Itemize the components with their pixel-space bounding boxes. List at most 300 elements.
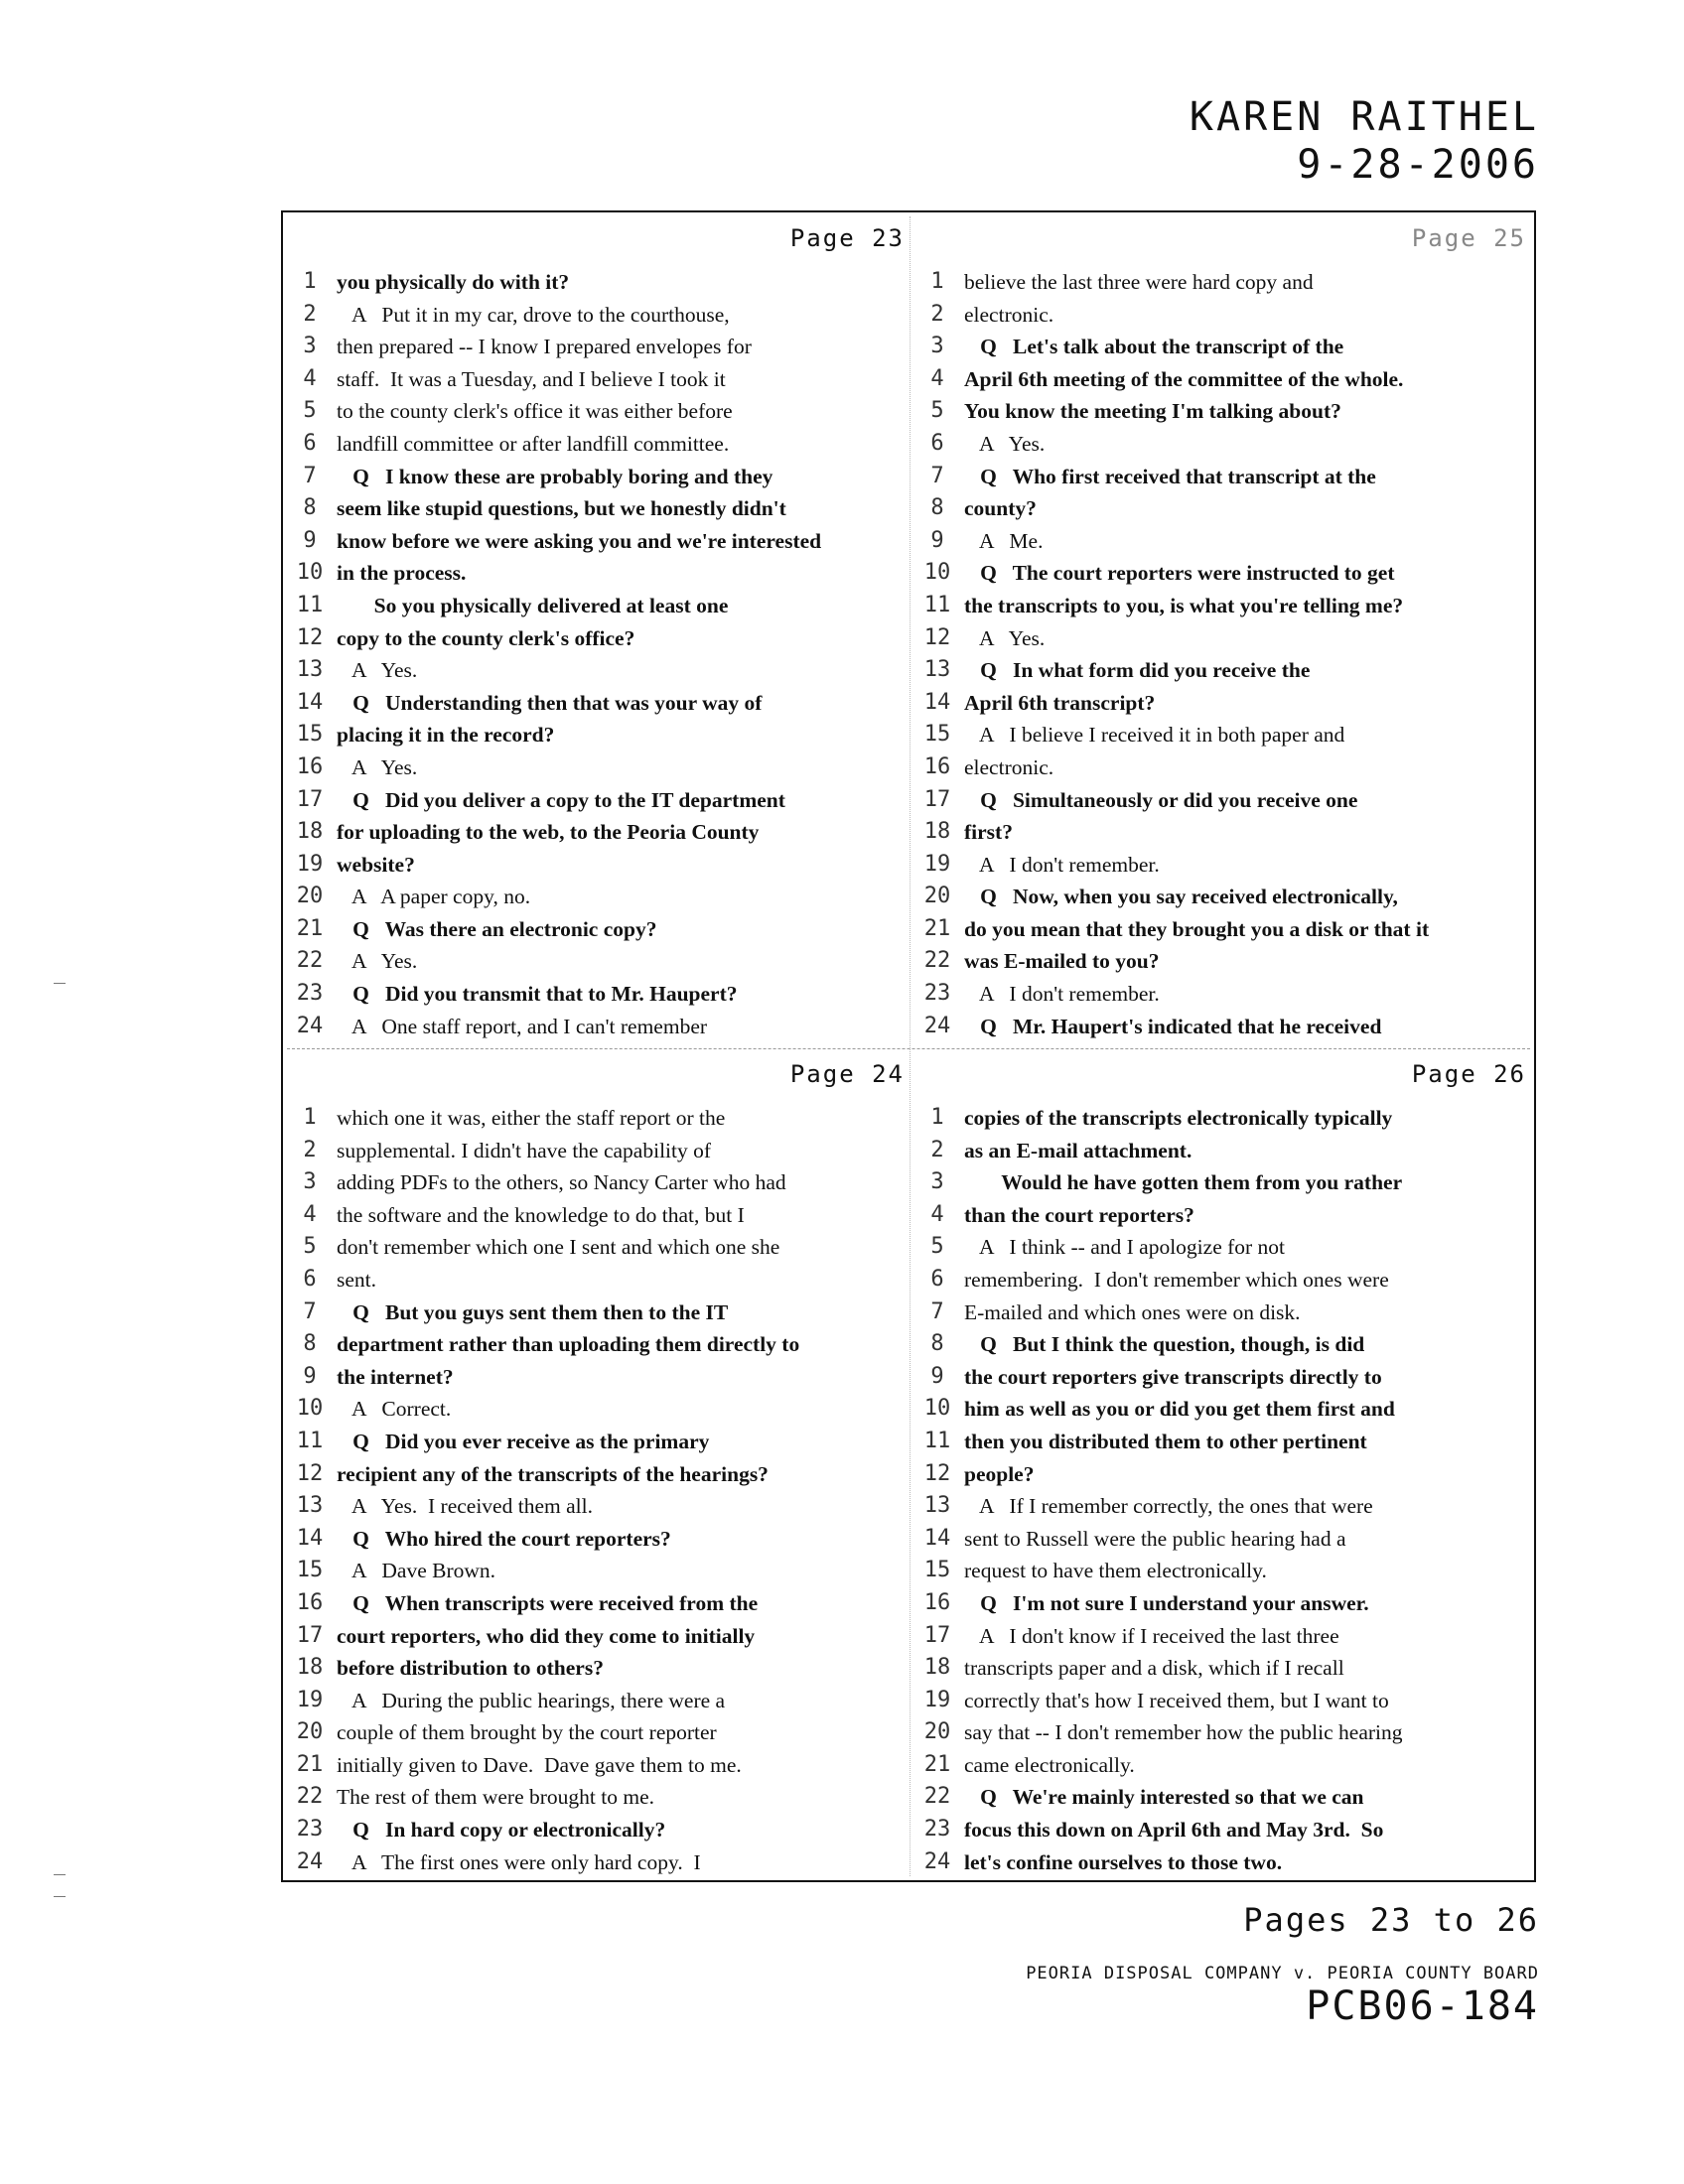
transcript-line [283, 751, 911, 784]
line-text: electronic. [964, 754, 1054, 779]
line-text: correctly that's how I received them, but I want to [964, 1688, 1389, 1712]
transcript-line [283, 1011, 911, 1043]
line-text: focus this down on April 6th and May 3rd. So [964, 1818, 1384, 1843]
page-lines [911, 1102, 1538, 1878]
margin-tick-mark [54, 983, 66, 984]
line-number: 22 [296, 948, 324, 974]
transcript-line [911, 1361, 1538, 1394]
line-number: 6 [303, 430, 317, 456]
line-text: April 6th meeting of the committee of the whole. [964, 366, 1404, 391]
line-text: website? [337, 852, 415, 877]
line-number: 24 [296, 1013, 324, 1038]
transcript-line [911, 1523, 1538, 1556]
transcript-line [911, 1652, 1538, 1685]
transcript-line [911, 461, 1538, 493]
line-number: 2 [930, 1137, 944, 1162]
line-number: 3 [303, 334, 317, 359]
line-text: staff. It was a Tuesday, and I believe I took it [337, 366, 726, 391]
page-title: Page 24 [789, 1060, 905, 1088]
transcript-line [283, 1166, 911, 1199]
case-name: PEORIA DISPOSAL COMPANY v. PEORIA COUNTY BOARD [1026, 1964, 1539, 1983]
page-lines [283, 1102, 911, 1878]
line-text: Q We're mainly interested so that we can [964, 1785, 1364, 1810]
line-number: 21 [923, 915, 951, 941]
transcript-line [911, 557, 1538, 590]
transcript-line [911, 1458, 1538, 1491]
transcript-line [911, 331, 1538, 363]
line-text: Q Did you transmit that to Mr. Haupert? [337, 982, 738, 1007]
line-number: 14 [296, 1525, 324, 1551]
line-number: 19 [296, 1687, 324, 1712]
transcript-line [911, 1555, 1538, 1587]
line-number: 9 [303, 527, 317, 553]
witness-name: KAREN RAITHEL [1189, 94, 1539, 140]
transcript-line [283, 784, 911, 817]
line-text: him as well as you or did you get them first and [964, 1397, 1395, 1422]
line-number: 11 [296, 1428, 324, 1453]
page-title: Page 25 [1411, 224, 1526, 252]
line-text: April 6th transcript? [964, 690, 1156, 715]
transcript-line [283, 1490, 911, 1523]
line-number: 3 [303, 1169, 317, 1195]
line-number: 5 [930, 398, 944, 424]
line-number: 16 [923, 753, 951, 779]
line-text: copy to the county clerk's office? [337, 625, 635, 650]
line-text: don't remember which one I sent and which one she [337, 1235, 780, 1260]
line-text: Q The court reporters were instructed to get [964, 561, 1395, 586]
transcript-line [283, 428, 911, 461]
line-text: Q Who first received that transcript at the [964, 464, 1376, 488]
line-text: transcripts paper and a disk, which if I recall [964, 1656, 1344, 1681]
line-text: first? [964, 820, 1013, 845]
line-number: 23 [296, 981, 324, 1007]
line-text: electronic. [964, 302, 1054, 327]
line-number: 3 [930, 1169, 944, 1195]
transcript-line [283, 622, 911, 655]
line-text: adding PDFs to the others, so Nancy Carter who had [337, 1170, 786, 1195]
line-text: which one it was, either the staff report or the [337, 1106, 726, 1130]
line-text: Q Let's talk about the transcript of the [964, 335, 1344, 359]
line-number: 10 [923, 1396, 951, 1422]
line-text: Q In what form did you receive the [964, 658, 1311, 683]
line-text: than the court reporters? [964, 1202, 1194, 1227]
line-text: Q Understanding then that was your way of [337, 690, 763, 715]
line-text: A Yes. I received them all. [337, 1494, 593, 1519]
line-number: 20 [923, 1719, 951, 1745]
line-text: Q I'm not sure I understand your answer. [964, 1590, 1369, 1615]
transcript-line [911, 978, 1538, 1011]
line-text: sent. [337, 1267, 377, 1292]
line-number: 8 [303, 495, 317, 521]
transcript-line [283, 1781, 911, 1814]
line-text: Q Mr. Haupert's indicated that he received [964, 1014, 1382, 1038]
transcript-line [911, 428, 1538, 461]
transcript-line [911, 1426, 1538, 1458]
line-number: 23 [296, 1817, 324, 1843]
line-text: copies of the transcripts electronically typically [964, 1106, 1393, 1130]
line-number: 4 [303, 1201, 317, 1227]
line-text: You know the meeting I'm talking about? [964, 399, 1341, 424]
line-text: A A paper copy, no. [337, 885, 531, 909]
line-number: 3 [930, 334, 944, 359]
line-number: 21 [296, 915, 324, 941]
line-text: do you mean that they brought you a disk or that it [964, 916, 1430, 941]
transcript-line [283, 1102, 911, 1135]
line-number: 13 [923, 657, 951, 683]
document-footer [1026, 1898, 1539, 2029]
line-text: was E-mailed to you? [964, 949, 1160, 974]
page-title: Page 23 [789, 224, 905, 252]
line-number: 8 [930, 495, 944, 521]
transcript-line [911, 1716, 1538, 1749]
line-text: for uploading to the web, to the Peoria County [337, 820, 760, 845]
line-text: Q In hard copy or electronically? [337, 1818, 666, 1843]
transcript-line [911, 1231, 1538, 1264]
transcript-line [911, 1749, 1538, 1782]
line-number: 1 [930, 1105, 944, 1130]
line-text: A One staff report, and I can't remember [337, 1014, 708, 1038]
line-text: Q Simultaneously or did you receive one [964, 787, 1358, 812]
line-number: 18 [923, 819, 951, 845]
line-number: 12 [296, 1460, 324, 1486]
transcript-line [911, 945, 1538, 978]
transcript-line [283, 1297, 911, 1329]
line-number: 13 [296, 1493, 324, 1519]
line-number: 5 [303, 398, 317, 424]
line-text: county? [964, 496, 1037, 521]
line-number: 2 [930, 301, 944, 327]
line-text: Would he have gotten them from you rather [964, 1170, 1403, 1195]
transcript-line [911, 363, 1538, 396]
line-text: Q Who hired the court reporters? [337, 1526, 671, 1551]
transcript-line [283, 590, 911, 622]
transcript-line [283, 1231, 911, 1264]
transcript-line [283, 1523, 911, 1556]
line-number: 16 [923, 1589, 951, 1615]
line-number: 7 [930, 463, 944, 488]
line-number: 18 [923, 1655, 951, 1681]
line-text: Q Did you ever receive as the primary [337, 1429, 710, 1453]
line-number: 5 [930, 1234, 944, 1260]
line-number: 19 [923, 1687, 951, 1712]
line-number: 19 [923, 851, 951, 877]
line-text: Q I know these are probably boring and they [337, 464, 773, 488]
line-text: A Correct. [337, 1397, 452, 1422]
line-text: A I don't remember. [964, 852, 1160, 877]
line-text: recipient any of the transcripts of the hearings? [337, 1461, 769, 1486]
transcript-page-24 [283, 1048, 911, 1884]
line-number: 22 [923, 1784, 951, 1810]
transcript-line [283, 1361, 911, 1394]
line-text: A Put it in my car, drove to the courthouse, [337, 302, 730, 327]
line-text: remembering. I don't remember which ones were [964, 1267, 1389, 1292]
line-number: 20 [296, 884, 324, 909]
line-number: 18 [296, 819, 324, 845]
line-text: then you distributed them to other pertinent [964, 1429, 1367, 1453]
line-number: 1 [930, 269, 944, 294]
line-number: 10 [296, 560, 324, 586]
transcript-line [283, 881, 911, 913]
pages-range: Pages 23 to 26 [1243, 1901, 1539, 1939]
line-text: then prepared -- I know I prepared envelopes for [337, 335, 752, 359]
line-number: 22 [923, 948, 951, 974]
line-text: Q When transcripts were received from the [337, 1590, 759, 1615]
line-text: A If I remember correctly, the ones that were [964, 1494, 1373, 1519]
line-text: Q But I think the question, though, is did [964, 1332, 1365, 1357]
line-number: 14 [923, 689, 951, 715]
transcript-line [283, 1652, 911, 1685]
line-number: 9 [930, 527, 944, 553]
document-header [1190, 93, 1539, 189]
transcript-line [283, 1587, 911, 1620]
line-number: 15 [923, 722, 951, 748]
line-number: 4 [303, 365, 317, 391]
line-number: 12 [296, 624, 324, 650]
line-number: 14 [296, 689, 324, 715]
transcript-page-25 [911, 212, 1538, 1048]
transcript-line [283, 1555, 911, 1587]
line-text: know before we were asking you and we're interested [337, 528, 822, 553]
transcript-line [283, 1749, 911, 1782]
transcript-line [283, 492, 911, 525]
line-number: 7 [303, 463, 317, 488]
transcript-line [911, 1685, 1538, 1717]
line-text: before distribution to others? [337, 1656, 604, 1681]
transcript-line [283, 1199, 911, 1232]
line-text: in the process. [337, 561, 467, 586]
line-number: 10 [296, 1396, 324, 1422]
line-number: 23 [923, 1817, 951, 1843]
line-text: the software and the knowledge to do that, but I [337, 1202, 745, 1227]
page-lines [911, 266, 1538, 1042]
line-text: landfill committee or after landfill committee. [337, 431, 730, 456]
line-number: 20 [923, 884, 951, 909]
transcript-line [283, 913, 911, 946]
line-text: A Yes. [337, 658, 418, 683]
transcript-line [911, 751, 1538, 784]
line-text: the transcripts to you, is what you're telling me? [964, 593, 1404, 617]
line-number: 17 [296, 1622, 324, 1648]
transcript-line [283, 816, 911, 849]
transcript-line [911, 654, 1538, 687]
transcript-line [911, 816, 1538, 849]
line-text: initially given to Dave. Dave gave them to me. [337, 1752, 742, 1777]
line-text: as an E-mail attachment. [964, 1138, 1193, 1162]
transcript-line [911, 1587, 1538, 1620]
line-number: 22 [296, 1784, 324, 1810]
line-number: 12 [923, 624, 951, 650]
line-text: people? [964, 1461, 1035, 1486]
transcript-line [911, 1620, 1538, 1653]
transcript-page-23 [283, 212, 911, 1048]
line-number: 19 [296, 851, 324, 877]
deposition-date: 9-28-2006 [1297, 142, 1539, 188]
line-number: 24 [296, 1848, 324, 1874]
line-text: Q Was there an electronic copy? [337, 916, 657, 941]
transcript-frame [281, 210, 1536, 1882]
margin-tick-mark [54, 1874, 66, 1875]
line-number: 16 [296, 753, 324, 779]
transcript-line [283, 557, 911, 590]
transcript-line [283, 525, 911, 558]
line-number: 7 [303, 1298, 317, 1324]
line-text: Q But you guys sent them then to the IT [337, 1299, 729, 1324]
transcript-line [283, 363, 911, 396]
line-text: believe the last three were hard copy and [964, 270, 1314, 294]
transcript-line [283, 1814, 911, 1846]
line-number: 11 [923, 592, 951, 617]
transcript-line [283, 1264, 911, 1297]
line-text: the internet? [337, 1364, 454, 1389]
line-text: request to have them electronically. [964, 1559, 1267, 1583]
line-text: to the county clerk's office it was either before [337, 399, 733, 424]
line-text: you physically do with it? [337, 270, 570, 294]
transcript-line [283, 1620, 911, 1653]
line-number: 13 [296, 657, 324, 683]
transcript-line [283, 331, 911, 363]
line-number: 21 [296, 1751, 324, 1777]
transcript-line [283, 1426, 911, 1458]
line-number: 15 [296, 722, 324, 748]
margin-tick-mark [54, 1896, 66, 1897]
line-text: A Yes. [337, 949, 418, 974]
transcript-line [911, 881, 1538, 913]
line-text: say that -- I don't remember how the public hearing [964, 1720, 1403, 1745]
line-number: 17 [296, 786, 324, 812]
line-number: 6 [930, 1266, 944, 1292]
line-number: 14 [923, 1525, 951, 1551]
transcript-line [911, 299, 1538, 332]
line-text: let's confine ourselves to those two. [964, 1849, 1283, 1874]
line-number: 15 [923, 1558, 951, 1583]
transcript-line [283, 1846, 911, 1879]
transcript-line [911, 266, 1538, 299]
line-text: A During the public hearings, there were a [337, 1688, 726, 1712]
transcript-line [911, 1781, 1538, 1814]
line-number: 9 [930, 1363, 944, 1389]
transcript-line [911, 1846, 1538, 1879]
line-number: 24 [923, 1848, 951, 1874]
line-number: 11 [923, 1428, 951, 1453]
line-text: department rather than uploading them directly to [337, 1332, 800, 1357]
transcript-line [283, 978, 911, 1011]
line-number: 2 [303, 1137, 317, 1162]
line-number: 10 [923, 560, 951, 586]
transcript-line [283, 654, 911, 687]
line-text: came electronically. [964, 1752, 1135, 1777]
line-number: 4 [930, 365, 944, 391]
line-number: 9 [303, 1363, 317, 1389]
line-text: the court reporters give transcripts directly to [964, 1364, 1382, 1389]
line-number: 4 [930, 1201, 944, 1227]
line-text: A I think -- and I apologize for not [964, 1235, 1286, 1260]
transcript-line [911, 1199, 1538, 1232]
transcript-line [283, 1393, 911, 1426]
line-number: 15 [296, 1558, 324, 1583]
transcript-line [911, 1490, 1538, 1523]
line-number: 5 [303, 1234, 317, 1260]
line-text: A Dave Brown. [337, 1559, 496, 1583]
line-number: 12 [923, 1460, 951, 1486]
transcript-line [911, 1102, 1538, 1135]
line-number: 8 [303, 1331, 317, 1357]
transcript-line [911, 1264, 1538, 1297]
transcript-line [911, 395, 1538, 428]
transcript-line [911, 784, 1538, 817]
line-text: A I don't know if I received the last three [964, 1623, 1339, 1648]
transcript-page-26 [911, 1048, 1538, 1884]
transcript-line [283, 299, 911, 332]
line-text: supplemental. I didn't have the capability of [337, 1138, 712, 1162]
line-text: seem like stupid questions, but we honestly didn't [337, 496, 786, 521]
line-number: 17 [923, 786, 951, 812]
line-text: Q Did you deliver a copy to the IT department [337, 787, 785, 812]
line-number: 8 [930, 1331, 944, 1357]
transcript-line [911, 1393, 1538, 1426]
line-number: 1 [303, 1105, 317, 1130]
transcript-line [911, 622, 1538, 655]
transcript-line [283, 719, 911, 751]
transcript-line [283, 395, 911, 428]
line-text: sent to Russell were the public hearing had a [964, 1526, 1346, 1551]
transcript-line [283, 1458, 911, 1491]
line-number: 20 [296, 1719, 324, 1745]
transcript-line [911, 1011, 1538, 1043]
line-text: placing it in the record? [337, 723, 555, 748]
transcript-line [911, 687, 1538, 720]
line-text: A The first ones were only hard copy. I [337, 1849, 701, 1874]
transcript-line [911, 525, 1538, 558]
transcript-line [911, 1166, 1538, 1199]
transcript-line [911, 1297, 1538, 1329]
transcript-line [911, 719, 1538, 751]
transcript-line [911, 849, 1538, 882]
line-text: So you physically delivered at least one [337, 593, 729, 617]
line-text: A Yes. [964, 625, 1046, 650]
line-number: 16 [296, 1589, 324, 1615]
transcript-line [911, 913, 1538, 946]
line-number: 11 [296, 592, 324, 617]
line-text: A Me. [964, 528, 1044, 553]
line-number: 1 [303, 269, 317, 294]
line-number: 6 [930, 430, 944, 456]
transcript-line [283, 266, 911, 299]
transcript-line [283, 1328, 911, 1361]
line-text: A Yes. [337, 754, 418, 779]
line-text: court reporters, who did they come to initially [337, 1623, 756, 1648]
transcript-line [283, 945, 911, 978]
page-title: Page 26 [1411, 1060, 1526, 1088]
transcript-line [283, 1716, 911, 1749]
line-number: 21 [923, 1751, 951, 1777]
line-text: A Yes. [964, 431, 1046, 456]
line-text: The rest of them were brought to me. [337, 1785, 655, 1810]
line-number: 18 [296, 1655, 324, 1681]
line-number: 24 [923, 1013, 951, 1038]
transcript-line [911, 1135, 1538, 1167]
line-text: E-mailed and which ones were on disk. [964, 1299, 1301, 1324]
line-text: A I believe I received it in both paper and [964, 723, 1345, 748]
transcript-line [911, 1814, 1538, 1846]
transcript-line [911, 1328, 1538, 1361]
transcript-line [911, 590, 1538, 622]
line-number: 2 [303, 301, 317, 327]
transcript-line [283, 687, 911, 720]
line-text: A I don't remember. [964, 982, 1160, 1007]
line-number: 13 [923, 1493, 951, 1519]
transcript-line [283, 849, 911, 882]
line-number: 6 [303, 1266, 317, 1292]
